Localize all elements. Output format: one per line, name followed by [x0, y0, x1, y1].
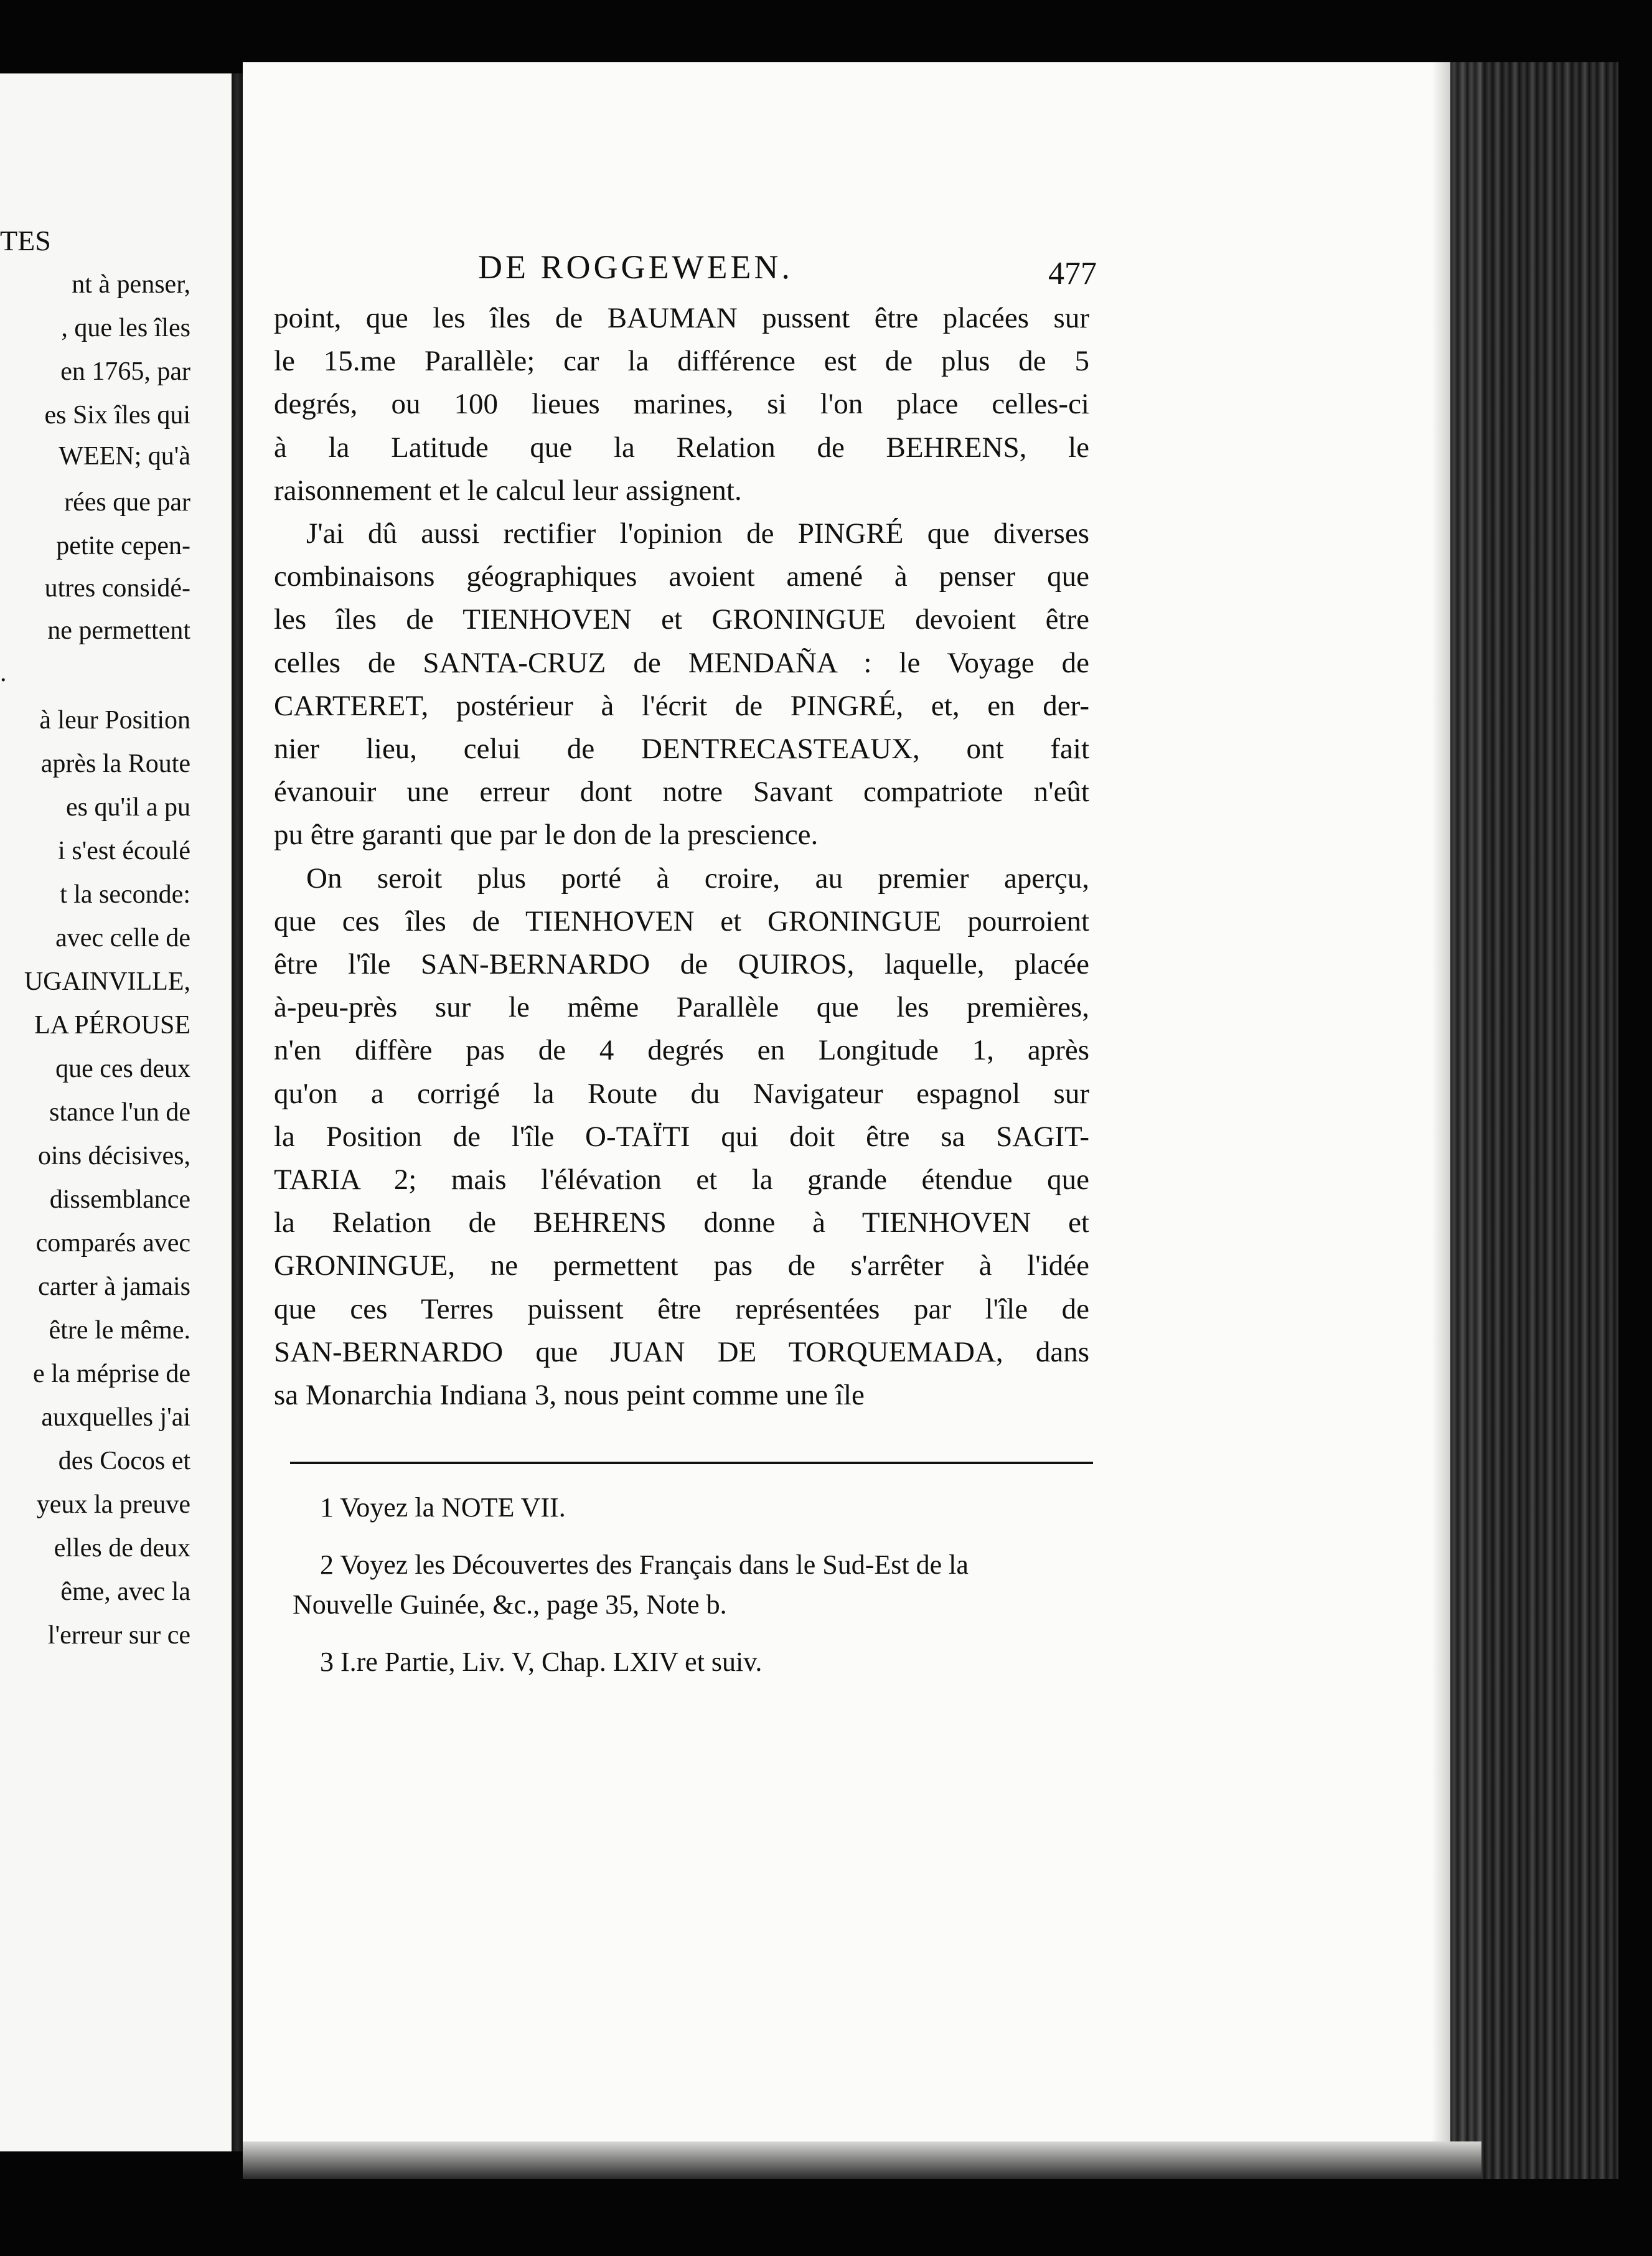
footnote-2: 2 Voyez les Découvertes des Français dans le Sud-Est de la	[320, 1549, 969, 1580]
page-number: 477	[1048, 256, 1097, 291]
text-line: raisonnement et le calcul leur assignent.	[274, 474, 742, 507]
left-page-line: que ces deux	[55, 1055, 190, 1083]
left-page-line: es Six îles qui	[44, 401, 190, 430]
left-page-line: avec celle de	[55, 924, 190, 952]
text-line: les îles de TIENHOVEN et GRONINGUE devoient être	[274, 603, 1089, 636]
left-page-line: e la méprise de	[32, 1360, 190, 1388]
left-page-line: .	[0, 659, 7, 687]
text-line: que ces îles de TIENHOVEN et GRONINGUE pourroient	[274, 905, 1089, 938]
left-page-line: l'erreur sur ce	[47, 1621, 190, 1650]
text-line: GRONINGUE, ne permettent pas de s'arrêter à l'idée	[274, 1249, 1089, 1282]
left-page-line: à leur Position	[39, 706, 190, 735]
text-line: point, que les îles de BAUMAN pussent être placées sur	[274, 302, 1089, 334]
text-line: n'en diffère pas de 4 degrés en Longitude 1, après	[274, 1034, 1089, 1067]
left-page-line: UGAINVILLE,	[24, 967, 190, 996]
left-page-line: auxquelles j'ai	[41, 1403, 190, 1432]
text-line: évanouir une erreur dont notre Savant compatriote n'eût	[274, 776, 1089, 809]
footnote-2-continued: Nouvelle Guinée, &c., page 35, Note b.	[293, 1589, 727, 1620]
left-page-line: stance l'un de	[49, 1098, 190, 1127]
left-page-line: , que les îles	[61, 314, 190, 342]
bottom-page-edge	[243, 2141, 1481, 2179]
left-page-line: oins décisives,	[38, 1142, 190, 1170]
text-line: que ces Terres puissent être représentées par l'île de	[274, 1292, 1089, 1325]
text-line: On seroit plus porté à croire, au premier aperçu,	[306, 862, 1089, 895]
left-page-line: LA PÉROUSE	[34, 1011, 190, 1040]
left-page-line: t la seconde:	[60, 880, 190, 909]
left-page-line: en 1765, par	[60, 357, 190, 386]
text-line: degrés, ou 100 lieues marines, si l'on place celles-ci	[274, 388, 1089, 421]
left-page-line: yeux la preuve	[36, 1490, 190, 1519]
text-line: sa Monarchia Indiana 3, nous peint comme une île	[274, 1379, 865, 1411]
text-line: SAN-BERNARDO que JUAN DE TORQUEMADA, dans	[274, 1335, 1089, 1368]
text-line: TARIA 2; mais l'élévation et la grande étendue que	[274, 1163, 1089, 1196]
text-line: la Relation de BEHRENS donne à TIENHOVEN et	[274, 1206, 1089, 1239]
left-page-line: carter à jamais	[38, 1272, 190, 1301]
left-page-line: rées que par	[64, 488, 190, 517]
footnote-rule	[290, 1462, 1093, 1464]
text-line: le 15.me Parallèle; car la différence est de plus de 5	[274, 345, 1089, 378]
left-page-line: petite cepen-	[56, 532, 190, 560]
left-page-line: elles de deux	[54, 1534, 190, 1563]
running-head: DE ROGGEWEEN.	[478, 248, 793, 286]
text-line: à-peu-près sur le même Parallèle que les premières,	[274, 991, 1089, 1024]
text-line: pu être garanti que par le don de la prescience.	[274, 819, 819, 852]
text-line: combinaisons géographiques avoient amené à penser que	[274, 560, 1089, 593]
left-page-line: ne permettent	[47, 616, 190, 645]
text-line: CARTERET, postérieur à l'écrit de PINGRÉ, et, en der-	[274, 689, 1089, 722]
text-line: nier lieu, celui de DENTRECASTEAUX, ont fait	[274, 733, 1089, 765]
page-edge	[1450, 62, 1618, 2179]
left-page-line: après la Route	[40, 750, 190, 778]
footnote-1: 1 Voyez la NOTE VII.	[320, 1492, 566, 1523]
text-line: J'ai dû aussi rectifier l'opinion de PINGRÉ que diverses	[306, 517, 1089, 550]
text-line: à la Latitude que la Relation de BEHRENS, le	[274, 431, 1089, 464]
left-page-line: es qu'il a pu	[65, 793, 190, 822]
right-page	[243, 62, 1481, 2171]
left-page-line: WEEN; qu'à	[59, 442, 190, 471]
left-page-line: TES	[0, 225, 51, 256]
left-page-line: ême, avec la	[60, 1577, 190, 1606]
text-line: être l'île SAN-BERNARDO de QUIROS, laquelle, placée	[274, 948, 1089, 980]
footnote-3: 3 I.re Partie, Liv. V, Chap. LXIV et suiv.	[320, 1647, 763, 1677]
left-page-line: utres considé-	[44, 574, 190, 603]
left-page-line: nt à penser,	[72, 270, 190, 299]
text-line: celles de SANTA-CRUZ de MENDAÑA : le Voyage de	[274, 646, 1089, 679]
left-page-line: être le même.	[49, 1316, 190, 1345]
left-page	[0, 73, 235, 2151]
book-gutter	[232, 73, 243, 2151]
left-page-line: i s'est écoulé	[58, 837, 190, 865]
left-page-line: des Cocos et	[58, 1447, 190, 1475]
text-line: la Position de l'île O-TAÏTI qui doit être sa SAGIT-	[274, 1120, 1089, 1153]
left-page-line: dissemblance	[49, 1185, 190, 1214]
left-page-line: comparés avec	[35, 1229, 190, 1257]
text-line: qu'on a corrigé la Route du Navigateur espagnol sur	[274, 1077, 1089, 1110]
